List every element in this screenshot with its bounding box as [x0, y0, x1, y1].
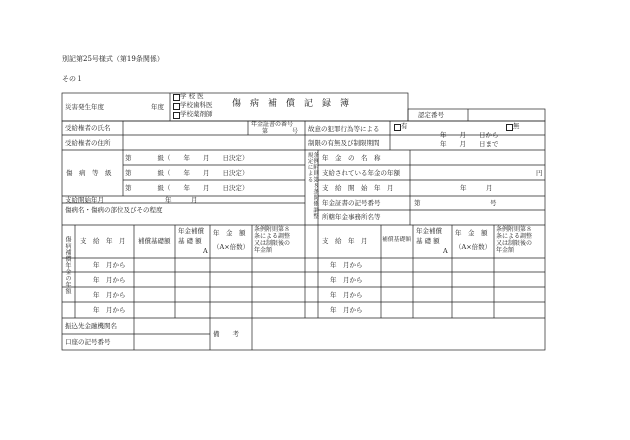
start-row-value: 年 月	[165, 196, 198, 204]
pension-cert-no-label: 年金証書の番号	[251, 121, 294, 128]
period-header-right: 支 給 年 月	[322, 237, 368, 245]
checkbox-icon[interactable]	[173, 103, 180, 110]
adjusted-header-right-1: 条例附則第８	[496, 226, 533, 233]
to-date: 年 月 日まで	[440, 140, 499, 148]
checkbox-icon[interactable]	[173, 112, 180, 119]
table-row: 年 月から	[330, 306, 363, 314]
cert-number-label: 認定番号	[418, 111, 444, 119]
cert-symbol-go: 号	[490, 199, 497, 207]
table-row: 年 月から	[93, 261, 126, 269]
adjusted-header-1: 条例附則第８	[254, 226, 291, 233]
annual-vertical-label: 傷病補償年金の年額	[64, 236, 71, 295]
recipient-name-label: 受給権者の氏名	[65, 124, 111, 132]
pension-base-header-3: A	[203, 247, 208, 255]
pension-base-header-1: 年金補償	[178, 227, 204, 235]
start-row-label: 支給開始年月	[65, 196, 104, 204]
adjusted-header-right-2: 条による調整	[496, 233, 533, 240]
pension-base-header-right-3: A	[443, 247, 448, 255]
adjusted-header-right-3: 又は制限後の	[496, 240, 533, 247]
adjusted-header-4: 年金額	[254, 247, 273, 254]
pension-paid-label: 支給されている年金の年額	[322, 169, 400, 177]
cert-symbol-label: 年金証書の記号番号	[322, 199, 381, 207]
base-salary-header-right: 補償基礎額	[382, 237, 411, 243]
paid-start-value: 年 月	[460, 184, 493, 192]
crime-label: 故意の犯罪行為等による	[308, 125, 380, 133]
grade-label: 傷 病 等 級	[66, 169, 112, 177]
grade-line-1: 第 級（ 年 月 日決定）	[125, 154, 249, 162]
form-number: 別記第25号様式（第19条関係）	[62, 55, 164, 63]
pension-base-header-2: 基 礎 額	[178, 237, 202, 245]
office-label: 所轄年金事務所名等	[322, 213, 381, 221]
year-unit: 年度	[151, 103, 164, 111]
injury-label: 傷病名・傷病の部位及びその程度	[65, 206, 163, 214]
adjusted-header-3: 又は制限後の	[254, 240, 291, 247]
page-title: 傷 病 補 償 記 録 簿	[232, 99, 350, 109]
table-row: 年 月から	[93, 276, 126, 284]
adjusted-header-right-4: 年金額	[496, 247, 515, 254]
checkbox-icon[interactable]	[394, 124, 401, 131]
restriction-label: 制限の有無及び制限期間	[308, 139, 380, 147]
sheet-label: その１	[62, 75, 83, 83]
paid-start-label: 支 給 開 始 年 月	[322, 184, 394, 192]
yen-unit: 円	[536, 169, 543, 177]
adjusted-header-2: 条による調整	[254, 233, 291, 240]
annual-amount-header-right-2: （A×倍数）	[455, 243, 492, 251]
period-header: 支 給 年 月	[80, 237, 126, 245]
pension-base-header-right-1: 年金補償	[416, 227, 442, 235]
table-row: 年 月から	[93, 306, 126, 314]
table-row: 年 月から	[330, 261, 363, 269]
grade-line-2: 第 級（ 年 月 日決定）	[125, 169, 249, 177]
table-row: 年 月から	[330, 291, 363, 299]
annual-amount-header-1: 年 金 額	[213, 229, 246, 237]
recipient-address-label: 受給権者の住所	[65, 139, 111, 147]
base-salary-header: 補償基礎額	[138, 237, 171, 245]
table-row: 年 月から	[93, 291, 126, 299]
pension-cert-no-unit: 第 号	[262, 128, 299, 135]
remarks-label: 備 考	[213, 330, 239, 338]
pension-base-header-right-2: 基 礎 額	[416, 237, 440, 245]
from-date: 年 月 日から	[440, 131, 499, 139]
checkbox-icon[interactable]	[173, 94, 180, 101]
pension-name-label: 年 金 の 名 称	[322, 154, 381, 162]
account-label: 口座の記号番号	[65, 338, 111, 346]
cert-symbol-dai: 第	[414, 199, 421, 207]
annual-amount-header-right-1: 年 金 額	[455, 229, 488, 237]
checkbox-icon[interactable]	[506, 124, 513, 131]
table-row: 年 月から	[330, 276, 363, 284]
annual-amount-header-2: （A×倍数）	[213, 243, 250, 251]
grade-line-3: 第 級（ 年 月 日決定）	[125, 184, 249, 192]
adjustment-vertical-label: 条例附則第８条関係調整規定による	[306, 152, 319, 220]
bank-name-label: 振込先金融機関名	[65, 322, 117, 330]
disaster-year-label: 災害発生年度	[65, 103, 104, 111]
